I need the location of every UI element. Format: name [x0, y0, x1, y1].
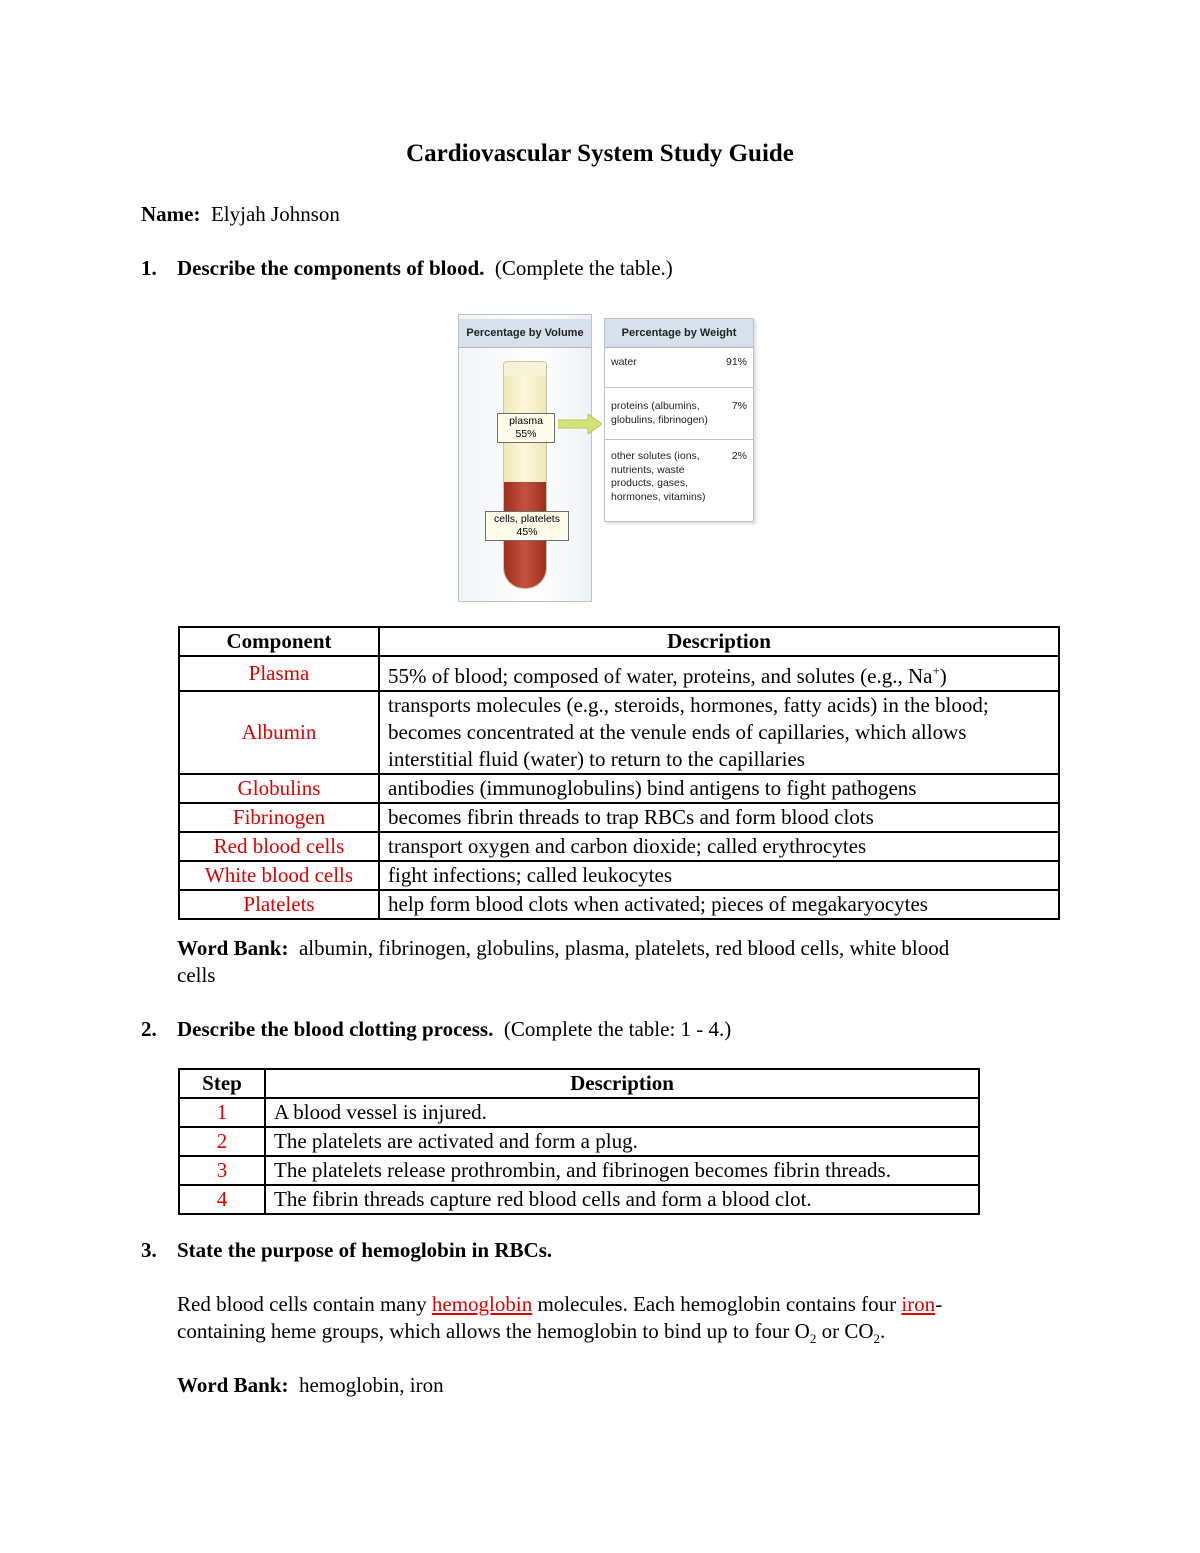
table-row [179, 1098, 979, 1127]
question-1 [141, 256, 673, 281]
step-cell: 4 [179, 1185, 265, 1214]
column-header: Component [179, 627, 379, 656]
answer-line-2: containing heme groups, which allows the hemoglobin to bind up to four $O_2$ or $CO_2$. [177, 1319, 886, 1347]
weight-row-percent: 7% [731, 400, 747, 412]
description-cell: 55% of blood; composed of water, proteins, and solutes (e.g., Na+) [379, 656, 1059, 691]
question-instruction: (Complete the table: 1 - 4.) [503, 1017, 732, 1041]
weight-row-text: other solutes (ions, nutrients, waste products, gases, hormones, vitamins) [611, 450, 706, 503]
word-bank-label: Word Bank: [177, 936, 289, 960]
table-row [179, 1156, 979, 1185]
description-cell: transports molecules (e.g., steroids, hormones, fatty acids) in the blood; becomes concentrated at the venule ends of capillaries, which allows interstitial fluid (water) to return to the capillaries [379, 691, 1059, 774]
table-row [179, 1185, 979, 1214]
column-header: Description [379, 627, 1059, 656]
weight-panel [604, 318, 754, 522]
description-cell: The platelets are activated and form a plug. [265, 1127, 979, 1156]
table-row [179, 803, 1059, 832]
description-cell: help form blood clots when activated; pieces of megakaryocytes [379, 890, 1059, 919]
name-label: Name: [141, 202, 201, 226]
word-bank-text: hemoglobin, iron [298, 1373, 444, 1397]
weight-row-text: water [611, 356, 637, 368]
description-cell: A blood vessel is injured. [265, 1098, 979, 1127]
clotting-steps-table [178, 1068, 980, 1215]
component-cell: Globulins [179, 774, 379, 803]
column-header: Description [265, 1069, 979, 1098]
question-2 [141, 1017, 731, 1042]
table-row [179, 861, 1059, 890]
description-cell: transport oxygen and carbon dioxide; called erythrocytes [379, 832, 1059, 861]
blood-composition-figure [458, 314, 754, 602]
question-number: 2. [141, 1017, 157, 1041]
question-instruction: (Complete the table.) [494, 256, 673, 280]
component-cell: Albumin [179, 691, 379, 774]
component-cell: Plasma [179, 656, 379, 691]
name-value: Elyjah Johnson [210, 202, 340, 226]
cells-percent: 45% [516, 526, 538, 538]
component-cell: Platelets [179, 890, 379, 919]
description-cell: fight infections; called leukocytes [379, 861, 1059, 890]
question-3 [141, 1238, 552, 1263]
cells-tag [485, 511, 569, 541]
weight-row-text: proteins (albumins, globulins, fibrinogen) [611, 400, 708, 426]
weight-row-percent: 91% [725, 356, 747, 368]
answer-line-1: Red blood cells contain many hemoglobin molecules. Each hemoglobin contains four iron- [177, 1292, 943, 1316]
table-row [179, 832, 1059, 861]
weight-row [605, 388, 753, 440]
plasma-label: plasma [509, 415, 543, 427]
column-header: Step [179, 1069, 265, 1098]
table-row [179, 656, 1059, 691]
test-tube-icon [503, 361, 547, 589]
plasma-percent: 55% [515, 428, 537, 440]
fill-in-iron: iron [901, 1292, 936, 1316]
name-line [141, 202, 340, 227]
description-cell: antibodies (immunoglobulins) bind antigens to fight pathogens [379, 774, 1059, 803]
question-number: 1. [141, 256, 157, 280]
weight-row [605, 440, 753, 521]
question-number: 3. [141, 1238, 157, 1262]
word-bank-1 [177, 936, 949, 961]
step-cell: 1 [179, 1098, 265, 1127]
table-row [179, 1127, 979, 1156]
question-prompt: Describe the components of blood. [177, 256, 485, 280]
table-row [179, 774, 1059, 803]
page-title: Cardiovascular System Study Guide [406, 140, 794, 167]
word-bank-1-continued: cells [177, 963, 216, 987]
table-row [179, 890, 1059, 919]
cells-label: cells, platelets [494, 513, 560, 525]
question-prompt: Describe the blood clotting process. [177, 1017, 494, 1041]
word-bank-3 [177, 1373, 444, 1398]
blood-components-table [178, 626, 1060, 920]
component-cell: Red blood cells [179, 832, 379, 861]
description-cell: The fibrin threads capture red blood cells and form a blood clot. [265, 1185, 979, 1214]
step-cell: 2 [179, 1127, 265, 1156]
table-header-row [179, 627, 1059, 656]
component-cell: Fibrinogen [179, 803, 379, 832]
fill-in-hemoglobin: hemoglobin [431, 1292, 533, 1316]
component-cell: White blood cells [179, 861, 379, 890]
weight-header: Percentage by Weight [605, 319, 753, 348]
description-cell: The platelets release prothrombin, and fibrinogen becomes fibrin threads. [265, 1156, 979, 1185]
plasma-tag [497, 413, 555, 443]
word-bank-label: Word Bank: [177, 1373, 289, 1397]
question-prompt: State the purpose of hemoglobin in RBCs. [177, 1238, 553, 1262]
table-header-row [179, 1069, 979, 1098]
volume-header: Percentage by Volume [459, 319, 591, 348]
weight-row [605, 348, 753, 388]
table-row [179, 691, 1059, 774]
step-cell: 3 [179, 1156, 265, 1185]
weight-row-percent: 2% [731, 450, 747, 462]
volume-panel [458, 314, 592, 602]
arrow-right-icon [558, 414, 602, 434]
description-cell: becomes fibrin threads to trap RBCs and form blood clots [379, 803, 1059, 832]
word-bank-text: albumin, fibrinogen, globulins, plasma, platelets, red blood cells, white blood [298, 936, 950, 960]
